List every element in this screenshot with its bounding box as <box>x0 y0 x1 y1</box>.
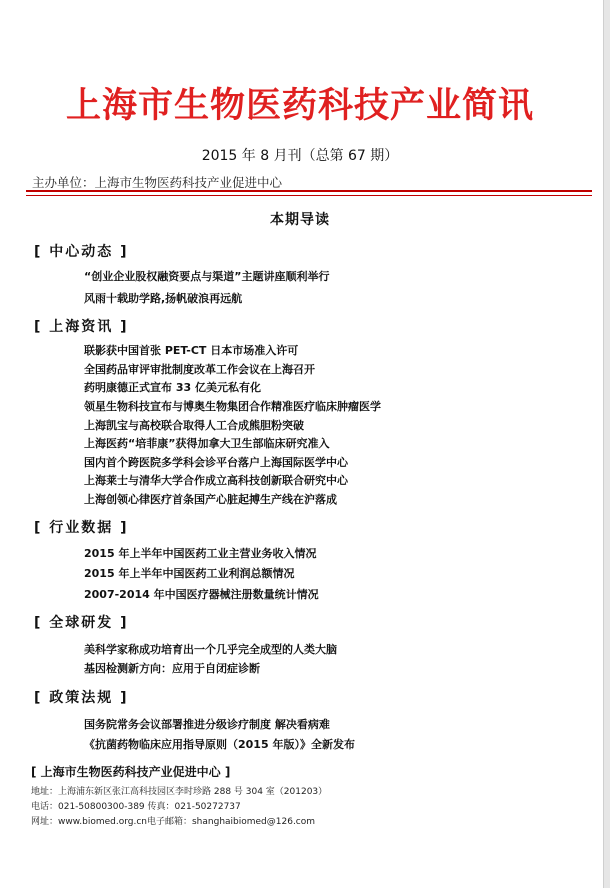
footer-organization: [ 上海市生物医药科技产业促进中心 ] <box>31 765 231 779</box>
toc-item[interactable]: 上海医药“培菲康”获得加拿大卫生部临床研究准入 <box>84 437 330 450</box>
header-rule-thick <box>26 190 592 192</box>
footer-contact: 网址：www.biomed.org.cn电子邮箱：shanghaibiomed@126.com <box>31 817 316 827</box>
toc-item[interactable]: 国内首个跨医院多学科会诊平台落户上海国际医学中心 <box>84 456 348 469</box>
toc-item[interactable]: 美科学家称成功培育出一个几乎完全成型的人类大脑 <box>84 643 337 656</box>
toc-item[interactable]: 全国药品审评审批制度改革工作会议在上海召开 <box>84 363 315 376</box>
toc-heading: 本期导读 <box>270 212 330 228</box>
toc-item[interactable]: 领星生物科技宣布与博奥生物集团合作精准医疗临床肿瘤医学 <box>84 400 381 413</box>
toc-item[interactable]: 风雨十载助学路,扬帆破浪再远航 <box>84 292 243 305</box>
section-industry-data: [ 行业数据 ] <box>34 520 129 536</box>
page-edge <box>603 0 610 888</box>
toc-item[interactable]: 上海创领心律医疗首条国产心脏起搏生产线在沪落成 <box>84 493 337 506</box>
toc-item[interactable]: 联影获中国首张 PET-CT 日本市场准入许可 <box>84 344 299 357</box>
section-global-rd: [ 全球研发 ] <box>34 615 129 631</box>
footer-phone: 电话：021-50800300-389 传真：021-50272737 <box>31 802 241 812</box>
newsletter-title: 上海市生物医药科技产业简讯 <box>65 85 534 126</box>
section-policy-regulations: [ 政策法规 ] <box>34 690 129 706</box>
toc-item[interactable]: 2015 年上半年中国医药工业利润总额情况 <box>84 567 295 580</box>
header-rule-thin <box>26 195 592 196</box>
toc-item[interactable]: 2007-2014 年中国医疗器械注册数量统计情况 <box>84 588 319 601</box>
toc-item[interactable]: 2015 年上半年中国医药工业主营业务收入情况 <box>84 547 317 560</box>
footer-address: 地址：上海浦东新区张江高科技园区李时珍路 288 号 304 室（201203） <box>31 787 328 797</box>
toc-item[interactable]: 国务院常务会议部署推进分级诊疗制度 解决看病难 <box>84 718 330 731</box>
issue-date: 2015 年 8 月刊（总第 67 期） <box>201 148 399 164</box>
toc-item[interactable]: 上海莱士与清华大学合作成立高科技创新联合研究中心 <box>84 474 348 487</box>
section-shanghai-news: [ 上海资讯 ] <box>34 319 129 335</box>
toc-item[interactable]: 上海凯宝与高校联合取得人工合成熊胆粉突破 <box>84 419 304 432</box>
toc-item[interactable]: 《抗菌药物临床应用指导原则（2015 年版）》全新发布 <box>84 738 355 751</box>
toc-item[interactable]: 药明康德正式宣布 33 亿美元私有化 <box>84 381 261 394</box>
toc-item[interactable]: 基因检测新方向：应用于自闭症诊断 <box>84 662 260 675</box>
sponsor-line: 主办单位：上海市生物医药科技产业促进中心 <box>32 175 283 190</box>
toc-item[interactable]: “创业企业股权融资要点与渠道”主题讲座顺利举行 <box>84 270 330 283</box>
section-center-news: [ 中心动态 ] <box>34 244 129 260</box>
